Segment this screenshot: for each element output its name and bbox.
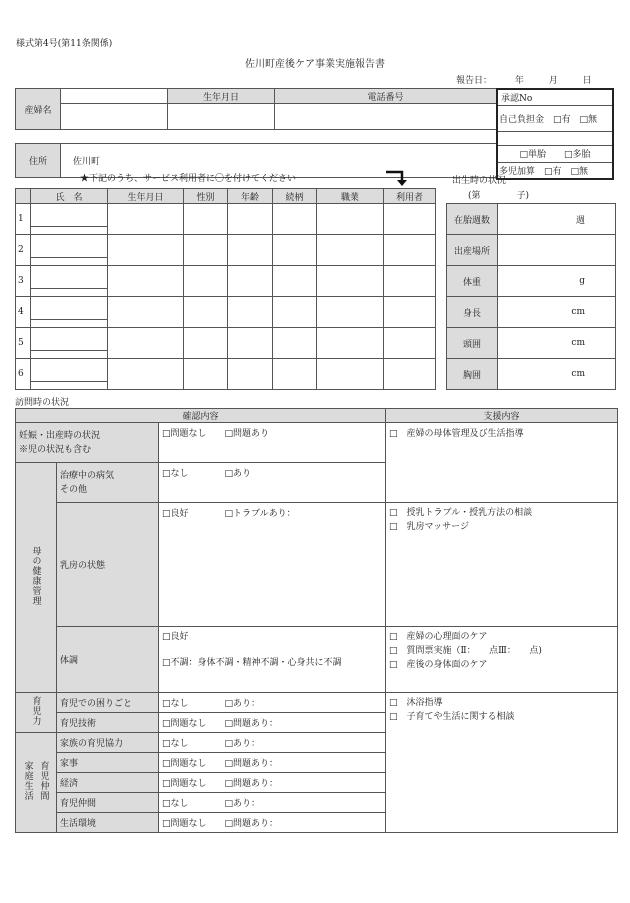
breast-support-2[interactable]: □ 乳房マッサージ <box>389 522 469 532</box>
family-cell[interactable] <box>184 266 228 297</box>
condition-support-1[interactable]: □ 産婦の心理面のケア <box>389 632 488 642</box>
confirm-header: 確認内容 <box>16 409 386 423</box>
birth-status-row <box>447 328 616 359</box>
family-cell[interactable] <box>273 266 317 297</box>
family-cell[interactable] <box>184 204 228 235</box>
family-header-cell: 職業 <box>317 189 384 204</box>
family-cell[interactable] <box>108 235 184 266</box>
family-row-number: 4 <box>16 297 31 328</box>
family-cell[interactable] <box>228 204 273 235</box>
birth-status-label: 在胎週数 <box>447 204 498 235</box>
birth-status-table <box>446 203 616 390</box>
condition-opt-bad[interactable]: □不調：身体不調・精神不調・心身共に不調 <box>162 658 342 668</box>
pregnancy-support[interactable]: □ 産婦の母体管理及び生活指導 <box>386 423 618 503</box>
family-cell[interactable] <box>384 328 436 359</box>
breast-support-1[interactable]: □ 授乳トラブル・授乳方法の相談 <box>389 508 533 518</box>
pregnancy-label-1: 妊娠・出産時の状況 <box>19 431 101 441</box>
visit-title: 訪問時の状況 <box>15 398 70 408</box>
family-cell[interactable] <box>384 266 436 297</box>
family-cell[interactable] <box>184 359 228 390</box>
condition-options[interactable] <box>159 627 386 693</box>
pregnancy-label-2: ※児の状況も含む <box>19 445 92 455</box>
mother-name-field[interactable] <box>61 104 168 130</box>
illness-label-2: その他 <box>60 485 88 495</box>
childcare-group <box>16 693 57 733</box>
family-header-cell: 利用者 <box>384 189 436 204</box>
self-pay[interactable]: 自己負担金 □有 □無 <box>497 105 613 131</box>
family-row <box>16 204 436 235</box>
family-name-field[interactable] <box>31 204 108 235</box>
condition-opt-good[interactable]: □良好 <box>162 632 189 642</box>
family-cell[interactable] <box>184 328 228 359</box>
illness-options[interactable]: □なし □あり <box>159 463 386 503</box>
report-day: 日 <box>582 76 592 86</box>
family-cell[interactable] <box>273 297 317 328</box>
condition-support-2[interactable]: □ 質問票実施（Ⅱ： 点Ⅲ： 点) <box>389 646 542 656</box>
report-date-label: 報告日： <box>456 76 493 86</box>
report-month: 月 <box>548 76 558 86</box>
address-field[interactable]: 佐川町 <box>61 144 497 178</box>
phone-label: 電話番号 <box>275 89 497 104</box>
family-name-field[interactable] <box>31 297 108 328</box>
birth-status-title: 出生時の状況 <box>452 176 507 186</box>
family-cell[interactable] <box>184 297 228 328</box>
economy-options[interactable]: □問題なし □問題あり： <box>159 773 386 793</box>
childcare-group-label: 育児力 <box>30 696 41 726</box>
birthdate-field[interactable] <box>168 104 275 130</box>
multi-add[interactable]: 多児加算 □有 □無 <box>497 162 613 179</box>
family-cell[interactable] <box>108 297 184 328</box>
family-header-cell: 年齢 <box>228 189 273 204</box>
approval-no[interactable]: 承認No <box>497 89 613 105</box>
breast-options[interactable]: □良好 □トラブルあり： <box>159 503 386 627</box>
family-cell[interactable] <box>273 235 317 266</box>
breast-support[interactable] <box>386 503 618 627</box>
family-row-number: 1 <box>16 204 31 235</box>
family-cell[interactable] <box>228 235 273 266</box>
family-row <box>16 235 436 266</box>
page-title: 佐川町産後ケア事業実施報告書 <box>245 59 385 70</box>
family-cell[interactable] <box>273 204 317 235</box>
notice: ★下記のうち、サービス利用者に〇を付けてください <box>80 174 297 184</box>
spacer <box>497 131 613 145</box>
family-group <box>16 733 57 833</box>
birth-status-row <box>447 235 616 266</box>
family-cell[interactable] <box>228 266 273 297</box>
family-cell[interactable] <box>317 328 384 359</box>
birth-status-label: 頭囲 <box>447 328 498 359</box>
report-year: 年 <box>514 76 524 86</box>
family-header-cell: 性別 <box>184 189 228 204</box>
housework-label: 家事 <box>57 753 159 773</box>
family-cell[interactable] <box>108 204 184 235</box>
condition-support[interactable] <box>386 627 618 693</box>
report-date[interactable] <box>456 73 592 86</box>
birth-status-label: 出産場所 <box>447 235 498 266</box>
family-cell[interactable] <box>184 235 228 266</box>
economy-label: 経済 <box>57 773 159 793</box>
family-cell[interactable] <box>108 266 184 297</box>
family-cell[interactable] <box>384 204 436 235</box>
arrow-down-icon <box>384 168 410 188</box>
family-group-label-2: 育児仲間 <box>38 761 49 801</box>
illness-label-1: 治療中の病気 <box>60 471 115 481</box>
peers-label: 育児仲間 <box>57 793 159 813</box>
breast-label: 乳房の状態 <box>57 503 159 627</box>
family-cell[interactable] <box>384 235 436 266</box>
family-row-number: 3 <box>16 266 31 297</box>
pregnancy-label <box>16 423 159 463</box>
family-cell[interactable] <box>228 359 273 390</box>
family-name-field[interactable] <box>31 359 108 390</box>
family-cell[interactable] <box>317 235 384 266</box>
support-header: 支援内容 <box>386 409 618 423</box>
family-header-cell: 生年月日 <box>108 189 184 204</box>
birth-status-label: 身長 <box>447 297 498 328</box>
mother-info-table <box>15 88 497 178</box>
mother-health-group <box>16 463 57 693</box>
family-cell[interactable] <box>108 359 184 390</box>
birth-status-label: 体重 <box>447 266 498 297</box>
birth-status-value[interactable]: g <box>498 266 616 297</box>
phone-field[interactable] <box>275 104 497 130</box>
family-row <box>16 328 436 359</box>
skill-label: 育児技術 <box>57 713 159 733</box>
family-cell[interactable] <box>317 266 384 297</box>
family-name-field[interactable] <box>31 235 108 266</box>
birth-status-value[interactable]: cm <box>498 359 616 390</box>
childcare-support-2[interactable]: □ 子育てや生活に関する相談 <box>389 712 515 722</box>
skill-options[interactable]: □問題なし □問題あり： <box>159 713 386 733</box>
birth-status-label: 胸囲 <box>447 359 498 390</box>
birth-status-value[interactable]: cm <box>498 328 616 359</box>
birth-type[interactable]: □単胎 □多胎 <box>497 145 613 162</box>
family-cell[interactable] <box>108 328 184 359</box>
mother-health-label: 母の健康管理 <box>30 546 41 606</box>
env-options[interactable]: □問題なし □問題あり： <box>159 813 386 833</box>
housework-options[interactable]: □問題なし □問題あり： <box>159 753 386 773</box>
family-row <box>16 359 436 390</box>
family-cell[interactable] <box>317 204 384 235</box>
spacer <box>16 130 497 144</box>
birth-status-row <box>447 359 616 390</box>
family-cell[interactable] <box>228 328 273 359</box>
condition-label: 体調 <box>57 627 159 693</box>
family-name-field[interactable] <box>31 328 108 359</box>
family-row-number: 2 <box>16 235 31 266</box>
family-header-no <box>16 189 31 204</box>
family-cell[interactable] <box>384 297 436 328</box>
birth-status-row <box>447 204 616 235</box>
mother-name-label: 産婦名 <box>16 89 61 130</box>
family-name-field[interactable] <box>31 266 108 297</box>
coop-options[interactable]: □なし □あり： <box>159 733 386 753</box>
birth-status-row <box>447 266 616 297</box>
peers-options[interactable]: □なし □あり： <box>159 793 386 813</box>
family-cell[interactable] <box>273 359 317 390</box>
family-cell[interactable] <box>273 328 317 359</box>
family-row <box>16 266 436 297</box>
birthdate-label: 生年月日 <box>168 89 275 104</box>
illness-label <box>57 463 159 503</box>
approval-table <box>496 88 614 180</box>
family-cell[interactable] <box>317 297 384 328</box>
pregnancy-options[interactable]: □問題なし □問題あり <box>159 423 386 463</box>
trouble-label: 育児での困りごと <box>57 693 159 713</box>
family-row-number: 6 <box>16 359 31 390</box>
childcare-support-1[interactable]: □ 沐浴指導 <box>389 698 443 708</box>
condition-support-3[interactable]: □ 産後の身体面のケア <box>389 660 488 670</box>
birth-status-value[interactable] <box>498 235 616 266</box>
env-label: 生活環境 <box>57 813 159 833</box>
family-header-cell: 続柄 <box>273 189 317 204</box>
trouble-options[interactable]: □なし □あり： <box>159 693 386 713</box>
birth-status-row <box>447 297 616 328</box>
coop-label: 家族の育児協力 <box>57 733 159 753</box>
birth-status-value[interactable]: cm <box>498 297 616 328</box>
form-number: 様式第4号(第11条関係) <box>16 39 113 49</box>
family-row-number: 5 <box>16 328 31 359</box>
family-table <box>15 188 436 390</box>
family-header-cell: 氏 名 <box>31 189 108 204</box>
family-row <box>16 297 436 328</box>
address-label: 住所 <box>16 144 61 178</box>
child-number: (第 子) <box>468 191 530 201</box>
family-cell[interactable] <box>228 297 273 328</box>
family-cell[interactable] <box>384 359 436 390</box>
visit-table <box>15 408 618 833</box>
birth-status-value[interactable]: 週 <box>498 204 616 235</box>
childcare-support[interactable] <box>386 693 618 833</box>
family-group-label-1: 家庭生活 <box>22 761 33 801</box>
family-cell[interactable] <box>317 359 384 390</box>
mother-name-kana-field[interactable] <box>61 89 168 104</box>
